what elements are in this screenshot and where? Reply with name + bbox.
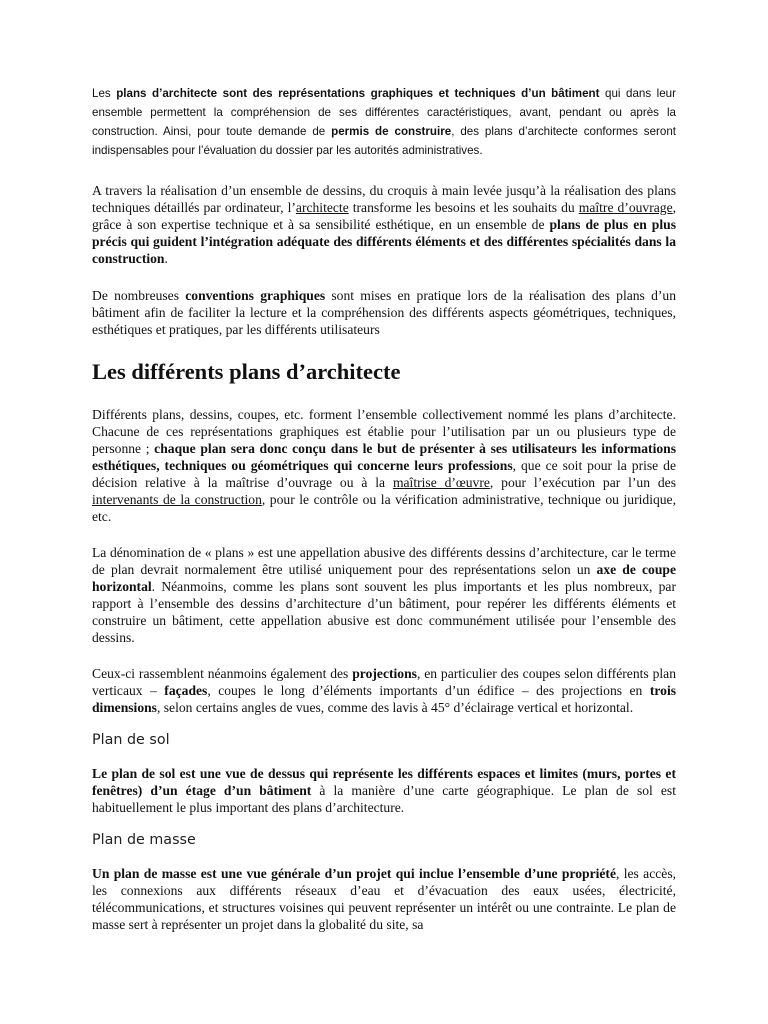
text-run: , pour le contrôle ou la vérification administrative, technique ou juridique, etc. (92, 492, 676, 524)
denomination-paragraph (92, 544, 676, 646)
bold-text: plans de plus en plus précis qui guident l’intégration adéquate des différents éléments et des différentes spécialités dans la construction (92, 217, 676, 266)
architecte-link[interactable]: architecte (295, 200, 349, 215)
text-run: , grâce à son expertise technique et à sa sensibilité esthétique, en un ensemble de (92, 200, 677, 232)
bold-text: trois dimensions (92, 683, 677, 715)
intervenants-link[interactable]: intervenants de la construction (92, 492, 262, 507)
projections-paragraph (92, 665, 676, 716)
text-run: A travers la réalisation d’un ensemble de dessins, du croquis à main levée jusqu’à la réalisation des plans techniques détaillés par ordinateur, l’ (92, 183, 676, 215)
subsection-heading-plan-de-masse: Plan de masse (92, 832, 196, 848)
bold-text: axe de coupe horizontal (92, 562, 676, 594)
text-run: , les accès, les connexions aux différents réseaux d’eau et d’évacuation des eaux usées, électricité, télécommunications, et structures voisines qui peuvent représenter un intérêt ou une contrainte. Le plan de masse sert à représenter un projet dans la globalité du site, sa (92, 866, 677, 932)
text-run: Ceux-ci rassemblent néanmoins également des (92, 666, 353, 681)
bold-text: façades (164, 683, 208, 698)
text-run: qui dans leur ensemble permettent la compréhension de ses différentes caractéristiques, avant, pendant ou après la construction. Ainsi, pour toute demande de (92, 87, 676, 138)
text-run: , pour l’exécution par l’un des (489, 475, 677, 490)
bold-text: chaque plan sera donc conçu dans le but de présenter à ses utilisateurs les informations esthétiques, techniques ou géométriques qui concerne leurs professions (92, 441, 677, 473)
text-run: Différents plans, dessins, coupes, etc. forment l’ensemble collectivement nommé les plans d’architecte. Chacune de ces représentations graphiques est établie pour l’utilisation par un ou plusieurs type de personne ; (92, 407, 676, 456)
text-run: , que ce soit pour la prise de décision relative à la maîtrise d’ouvrage ou à la (92, 458, 676, 490)
plans-paragraph (92, 406, 676, 525)
text-run: . Néanmoins, comme les plans sont souvent les plus importants et les plus nombreux, par rapport à l’ensemble des dessins d’architecture d’un bâtiment, pour repérer les différents éléments et construire un bâtiment, cette appellation abusive est donc communément utilisée pour l’ensemble des dessins. (92, 579, 676, 645)
bold-text: projections (352, 666, 417, 681)
text-run: transforme les besoins et les souhaits du (348, 200, 579, 215)
plan-de-sol-paragraph (92, 765, 676, 816)
plan-de-masse-paragraph (92, 865, 676, 933)
text-run: sont mises en pratique lors de la réalisation des plans d’un bâtiment afin de faciliter la lecture et la compréhension des différents aspects géométriques, techniques, esthétiques et pratiques, par les différents utilisateurs (92, 288, 676, 337)
text-run: Les (92, 87, 117, 100)
maitrise-oeuvre-link[interactable]: maîtrise d’œuvre (392, 475, 490, 490)
bold-text: permis de construire (331, 125, 452, 138)
text-run: , coupes le long d’éléments importants d’un édifice – des projections en (207, 683, 650, 698)
conventions-paragraph (92, 287, 676, 338)
section-heading: Les différents plans d’architecte (92, 359, 401, 384)
bold-text: conventions graphiques (185, 288, 326, 303)
text-run: La dénomination de « plans » est une appellation abusive des différents dessins d’architecture, car le terme de plan devrait normalement être utilisé uniquement pour des représentations selon un (92, 545, 676, 577)
architect-paragraph (92, 182, 676, 267)
maitre-ouvrage-link[interactable]: maître d’ouvrage (578, 200, 673, 215)
subsection-heading-plan-de-sol: Plan de sol (92, 732, 170, 748)
bold-text: Un plan de masse est une vue générale d’un projet qui inclue l’ensemble d’une propriété (92, 866, 616, 881)
text-run: , selon certains angles de vues, comme des lavis à 45° d’éclairage vertical et horizontal. (156, 700, 634, 715)
intro-paragraph (92, 84, 676, 160)
text-run: à la manière d’une carte géographique. Le plan de sol est habituellement le plus important des plans d’architecture. (92, 783, 676, 815)
text-run: . (164, 251, 168, 266)
document-page (92, 84, 676, 933)
text-run: , en particulier des coupes selon différents plan verticaux – (92, 666, 676, 698)
text-run: , des plans d’architecte conformes seront indispensables pour l’évaluation du dossier par les autorités administratives. (92, 125, 676, 157)
bold-text: Le plan de sol est une vue de dessus qui représente les différents espaces et limites (murs, portes et fenêtres) d’un étage d’un bâtiment (92, 766, 676, 798)
text-run: De nombreuses (92, 288, 186, 303)
bold-text: plans d’architecte sont des représentations graphiques et techniques d’un bâtiment (116, 87, 600, 100)
